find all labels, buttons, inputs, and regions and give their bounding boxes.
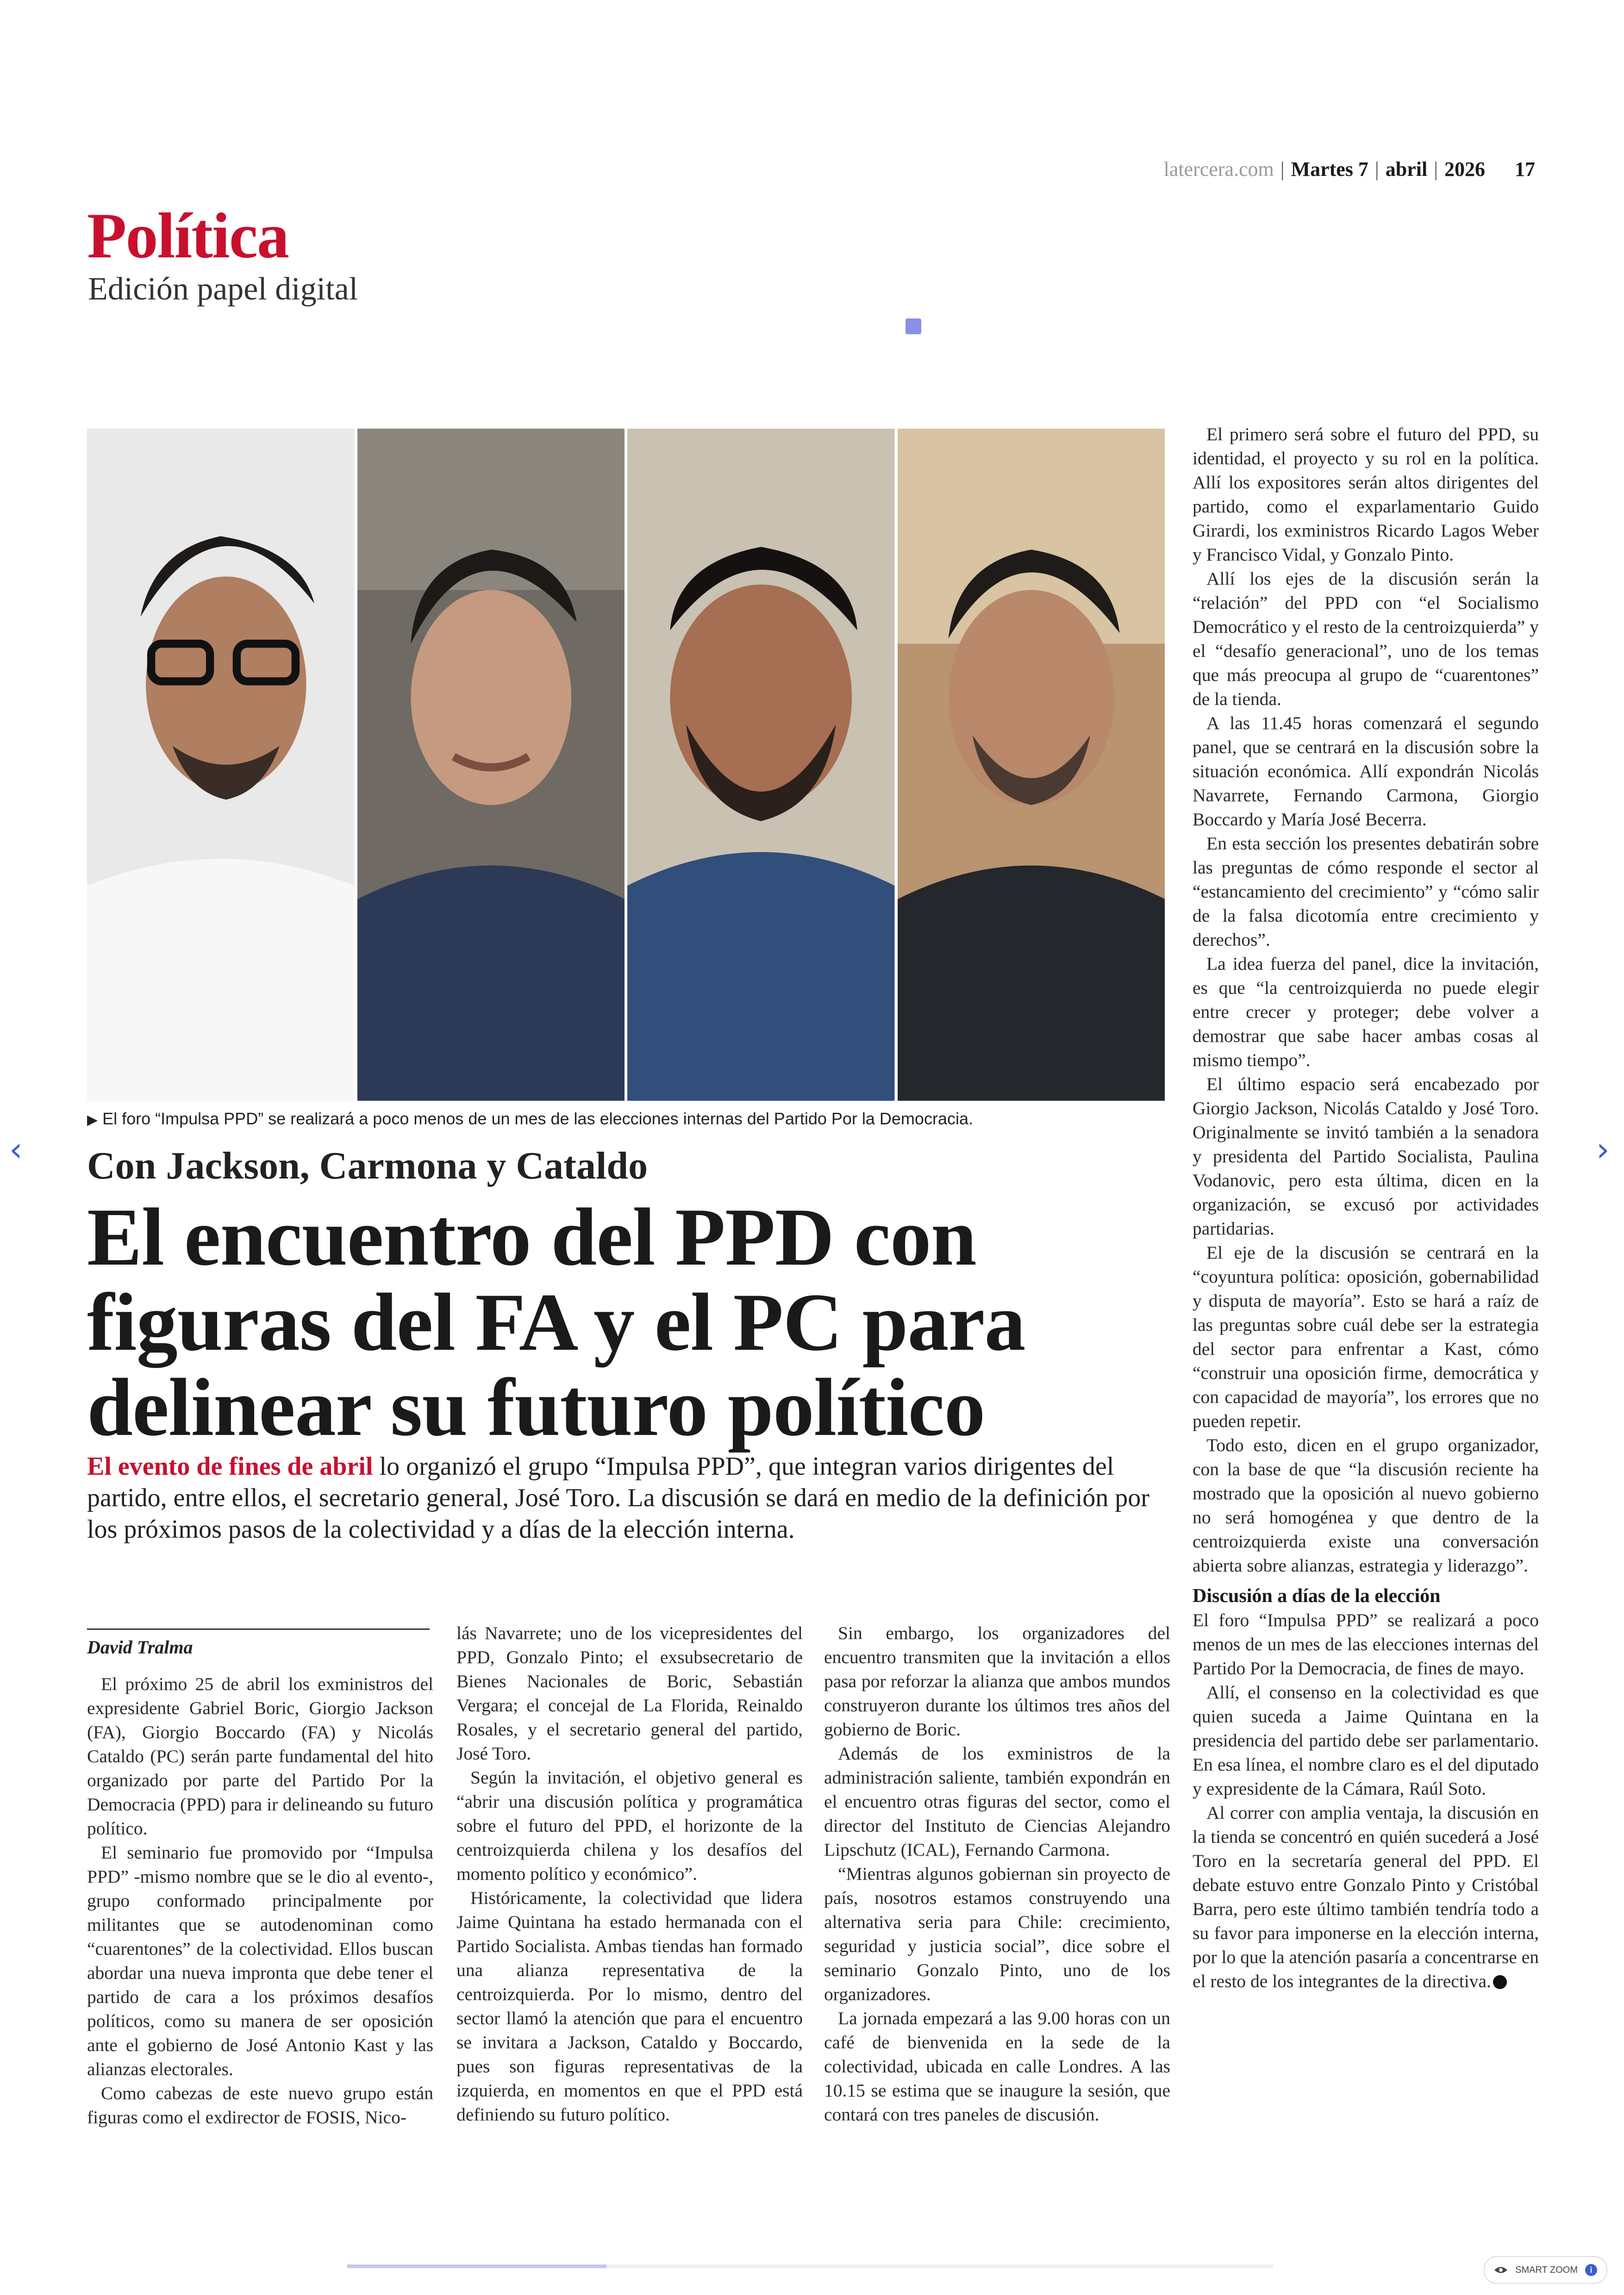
- masthead-weekday: Martes 7: [1291, 158, 1368, 181]
- caption-text: El foro “Impulsa PPD” se realizará a poco menos de un mes de las elecciones internas del Partido Por la Democracia.: [102, 1109, 973, 1128]
- paragraph-text: Al correr con amplia ventaja, la discusión en la tienda se concentró en quién sucederá a José Toro en la secretaría general del PPD. El debate estuvo entre Gonzalo Pinto y Cristóbal Barra, pero este último también tendría todo a su favor para imponerse en la elección interna, por lo que la atención pasaría a concentrarse en el resto de los integrantes de la directiva.: [1193, 1802, 1539, 1991]
- info-icon[interactable]: i: [1585, 2264, 1597, 2276]
- body-column-3: [824, 1621, 1170, 2127]
- portrait-photo: [357, 429, 625, 1101]
- caption-triangle-icon: ▶: [87, 1112, 98, 1128]
- paragraph: lás Navarrete; uno de los vicepresidentes del PPD, Gonzalo Pinto; el exsubsecretario de Bienes Nacionales de Boric, Sebastián Vergara; el concejal de La Florida, Reinaldo Rosales, y el secretario general del partido, José Toro.: [456, 1623, 803, 1764]
- paragraph: La idea fuerza del panel, dice la invitación, es que “la centroizquierda no puede elegir entre crecer y proteger; debe volver a demostrar que sabe hacer ambas cosas al mismo tiempo”.: [1193, 954, 1539, 1070]
- paragraph: A las 11.45 horas comenzará el segundo panel, que se centrará en la discusión sobre la situación económica. Allí expondrán Nicolás Navarrete, Fernando Carmona, Giorgio Boccardo y María José Becerra.: [1193, 713, 1539, 829]
- paragraph: Sin embargo, los organizadores del encuentro transmiten que la invitación a ellos pasa por reforzar la alianza que ambos mundos construyeron durante los últimos tres años del gobierno de Boric.: [824, 1623, 1170, 1740]
- deck-text: lo organizó el grupo “Impulsa PPD”, que integran varios dirigentes del partido, entre ellos, el secretario general, José Toro. La discusión se dará en medio de la definición por los próximos pasos de la colectividad y a días de la elección interna.: [87, 1452, 1149, 1544]
- paragraph: El foro “Impulsa PPD” se realizará a poco menos de un mes de las elecciones internas del Partido Por la Democracia, de fines de mayo.: [1193, 1610, 1539, 1678]
- paragraph: El próximo 25 de abril los exministros del expresidente Gabriel Boric, Giorgio Jackson (FA), Giorgio Boccardo (FA) y Nicolás Cataldo (PC) serán parte fundamental del hito organizado por parte del Partido Por la Democracia (PPD) para ir delineando su futuro político.: [87, 1674, 433, 1839]
- article-headline: El encuentro del PPD con figuras del FA y el PC para delinear su futuro político: [87, 1191, 1025, 1453]
- section-subtitle: Edición papel digital: [88, 271, 358, 307]
- paragraph: En esta sección los presentes debatirán sobre las preguntas de cómo responde el sector al “estancamiento del crecimiento” y “cómo salir de la falsa dicotomía entre crecimiento y derechos”.: [1193, 833, 1539, 950]
- masthead-separator: |: [1280, 158, 1285, 181]
- paragraph: El eje de la discusión se centrará en la “coyuntura política: oposición, gobernabilidad y disputa de mayoría”. Esto se hará a raíz de las preguntas sobre cuál debe ser la estrategia del sector para enfrentar a Kast, cómo “construir una oposición firme, democrática y con capacidad de mayoría”, los errores que no pueden repetir.: [1193, 1242, 1539, 1431]
- masthead: [1164, 157, 1535, 181]
- body-column-4: [1193, 422, 1539, 1993]
- page-number: 17: [1515, 158, 1535, 181]
- site-name: latercera.com: [1163, 158, 1274, 181]
- paragraph: Todo esto, dicen en el grupo organizador, con la base de que “la discusión reciente ha mostrado que la oposición al nuevo gobierno no será homogénea y que dentro de la centroizquierda existe una conversación abierta sobre alianzas, estrategia y liderazgo”.: [1193, 1435, 1539, 1576]
- body-column-2: [456, 1621, 803, 2127]
- masthead-month: abril: [1385, 158, 1428, 181]
- paragraph: La jornada empezará a las 9.00 horas con un café de bienvenida en la sede de la colectividad, ubicada en calle Londres. A las 10.15 se estima que se inaugure la sesión, que contará con tres paneles de discusión.: [824, 2008, 1170, 2125]
- paragraph: Además de los exministros de la administración saliente, también expondrán en el encuentro otras figuras del sector, como el director del Instituto de Ciencias Alejandro Lipschutz (ICAL), Fernando Carmona.: [824, 1743, 1170, 1860]
- paragraph: El último espacio será encabezado por Giorgio Jackson, Nicolás Cataldo y José Toro. Originalmente se invitó también a la senadora y presidenta del Partido Socialista, Paulina Vodanovic, pero esta última, dicen en la organización, se excusó por actividades partidarias.: [1193, 1074, 1539, 1239]
- paragraph: Como cabezas de este nuevo grupo están figuras como el exdirector de FOSIS, Nico-: [87, 2083, 433, 2127]
- paragraph: “Mientras algunos gobiernan sin proyecto de país, nosotros estamos construyendo una alternativa seria para Chile: crecimiento, seguridad y justicia social”, dice sobre el seminario Gonzalo Pinto, uno de los organizadores.: [824, 1864, 1170, 2004]
- masthead-separator: |: [1434, 158, 1438, 181]
- portrait-photo: [627, 429, 895, 1101]
- byline: David Tralma: [87, 1628, 430, 1658]
- next-page-button[interactable]: ›: [1596, 1130, 1610, 1169]
- smart-zoom-label: SMART ZOOM: [1515, 2264, 1578, 2275]
- page-marker-icon[interactable]: [906, 318, 921, 334]
- masthead-separator: |: [1374, 158, 1379, 181]
- section-title: Política: [87, 200, 288, 272]
- portrait-photo: [898, 429, 1165, 1101]
- end-mark-icon: [1493, 1975, 1507, 1989]
- photo-caption: [87, 1109, 1166, 1129]
- paragraph: Históricamente, la colectividad que lidera Jaime Quintana ha estado hermanada con el Partido Socialista. Ambas tiendas han formado una alianza representativa de la centroizquierda. Por lo mismo, dentro del sector llamó la atención que para el encuentro se invitara a Jackson, Cataldo y Boccardo, pues son figuras representativas de la izquierda, en momentos en que el PPD está definiendo su futuro político.: [456, 1888, 803, 2125]
- subhead: Discusión a días de la elección: [1193, 1585, 1441, 1607]
- body-column-1: [87, 1672, 433, 2129]
- article-kicker: Con Jackson, Carmona y Cataldo: [87, 1144, 648, 1187]
- eye-icon: [1494, 2266, 1508, 2274]
- deck-lead: El evento de fines de abril: [87, 1452, 373, 1481]
- paragraph: El seminario fue promovido por “Impulsa PPD” -mismo nombre que se le dio al evento-, grupo conformado principalmente por militantes que se autodenominan como “cuarentones” de la colectividad. Ellos buscan abordar una nueva impronta que debe tener el partido de cara a los próximos desafíos políticos, como su manera de ser oposición ante el gobierno de José Antonio Kast y las alianzas electorales.: [87, 1842, 433, 2079]
- paragraph: Allí, el consenso en la colectividad es que quien suceda a Jaime Quintana en la presidencia del partido debe ser parlamentario. En esa línea, el nombre claro es el del diputado y expresidente de la Cámara, Raúl Soto.: [1193, 1682, 1539, 1799]
- paragraph: El primero será sobre el futuro del PPD, su identidad, el proyecto y su rol en la política. Allí los expositores serán altos dirigentes del partido, como el exparlamentario Guido Girardi, los exministros Ricardo Lagos Weber y Francisco Vidal, y Gonzalo Pinto.: [1193, 424, 1539, 565]
- previous-page-button[interactable]: ‹: [9, 1130, 23, 1169]
- masthead-year: 2026: [1444, 158, 1485, 181]
- paragraph: Allí los ejes de la discusión serán la “relación” del PPD con “el Socialismo Democrático y el resto de la centroizquierda” y el “desafío generacional”, uno de los temas que más preocupa al grupo de “cuarentones” de la tienda.: [1193, 568, 1539, 709]
- photo-strip: [87, 429, 1165, 1101]
- paragraph: [1193, 1801, 1539, 1993]
- portrait-photo: [87, 429, 355, 1101]
- article-deck: [87, 1451, 1180, 1545]
- page-progress-fill: [347, 2264, 606, 2268]
- paragraph: Según la invitación, el objetivo general es “abrir una discusión política y programática sobre el futuro del PPD, el horizonte de la centroizquierda chilena y los desafíos del momento político y económico”.: [456, 1767, 803, 1884]
- smart-zoom-button[interactable]: [1484, 2256, 1607, 2284]
